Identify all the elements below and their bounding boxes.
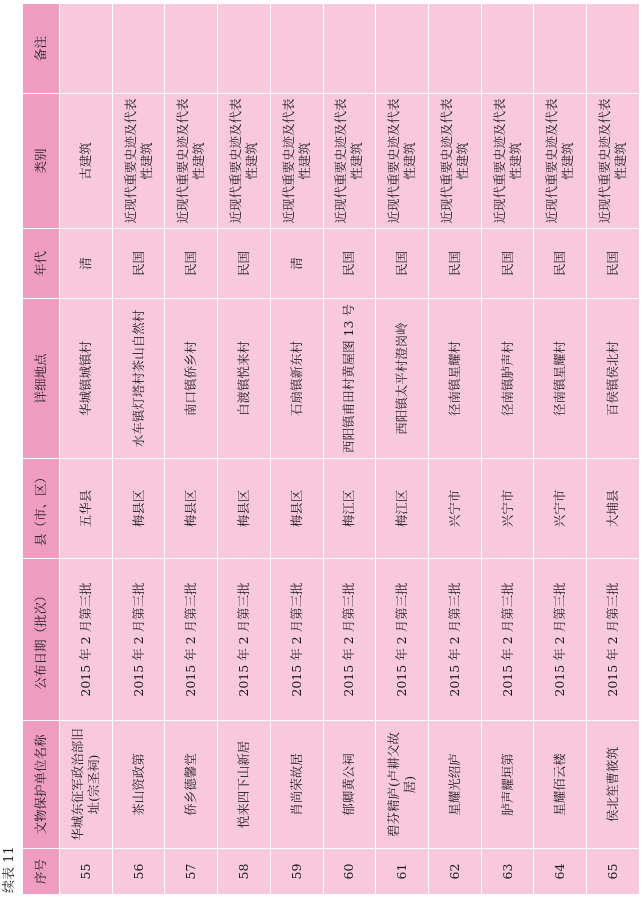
cell-category: 古建筑 [60, 94, 113, 229]
cell-name: 郁卿黄公祠 [323, 721, 376, 849]
cell-category: 近现代重要史迹及代表性建筑 [534, 94, 587, 229]
cell-no: 65 [587, 849, 640, 895]
cell-era: 民国 [112, 229, 165, 299]
cell-note [587, 4, 640, 94]
cell-name: 侯北笙曹筱筑 [587, 721, 640, 849]
cell-name: 胪声耀垣第 [481, 721, 534, 849]
cell-category: 近现代重要史迹及代表性建筑 [218, 94, 271, 229]
cell-county: 梅县区 [112, 459, 165, 559]
cell-county: 兴宁市 [534, 459, 587, 559]
cell-no: 59 [270, 849, 323, 895]
table-row [481, 4, 534, 895]
cell-category: 近现代重要史迹及代表性建筑 [165, 94, 218, 229]
cell-category: 近现代重要史迹及代表性建筑 [481, 94, 534, 229]
heritage-table [22, 3, 640, 895]
cell-county: 梅县区 [218, 459, 271, 559]
header-name: 文物保护单位名称 [23, 721, 60, 849]
table-caption: 续表 11 [2, 846, 17, 893]
cell-no: 56 [112, 849, 165, 895]
cell-place: 南口镇侨乡村 [165, 299, 218, 459]
cell-date: 2015 年 2 月第三批 [218, 559, 271, 721]
cell-name: 碧芬精庐(卢耕父故居) [376, 721, 429, 849]
header-category: 类别 [23, 94, 60, 229]
header-date: 公布日期（批次） [23, 559, 60, 721]
cell-era: 民国 [165, 229, 218, 299]
cell-era: 民国 [429, 229, 482, 299]
cell-name: 肖尚荣故居 [270, 721, 323, 849]
header-place: 详细地点 [23, 299, 60, 459]
cell-note [112, 4, 165, 94]
cell-no: 57 [165, 849, 218, 895]
cell-note [60, 4, 113, 94]
cell-no: 60 [323, 849, 376, 895]
cell-date: 2015 年 2 月第三批 [60, 559, 113, 721]
cell-note [376, 4, 429, 94]
cell-era: 民国 [481, 229, 534, 299]
cell-name: 侨乡德馨堂 [165, 721, 218, 849]
header-note: 备注 [23, 4, 60, 94]
cell-name: 华城东征军政治部旧址(宗圣祠) [60, 721, 113, 849]
cell-note [323, 4, 376, 94]
cell-era: 民国 [323, 229, 376, 299]
cell-county: 大埔县 [587, 459, 640, 559]
cell-name: 茶山资政第 [112, 721, 165, 849]
cell-date: 2015 年 2 月第三批 [270, 559, 323, 721]
table-row [165, 4, 218, 895]
cell-date: 2015 年 2 月第三批 [534, 559, 587, 721]
table-row [429, 4, 482, 895]
cell-no: 63 [481, 849, 534, 895]
cell-place: 水车镇灯塔村茶山自然村 [112, 299, 165, 459]
cell-date: 2015 年 2 月第三批 [481, 559, 534, 721]
table-row [376, 4, 429, 895]
cell-note [270, 4, 323, 94]
cell-category: 近现代重要史迹及代表性建筑 [112, 94, 165, 229]
table-row [534, 4, 587, 895]
cell-category: 近现代重要史迹及代表性建筑 [429, 94, 482, 229]
cell-county: 兴宁市 [481, 459, 534, 559]
header-county: 县（市、区） [23, 459, 60, 559]
cell-county: 兴宁市 [429, 459, 482, 559]
header-no: 序号 [23, 849, 60, 895]
header-era: 年代 [23, 229, 60, 299]
cell-era: 民国 [376, 229, 429, 299]
cell-place: 径南镇胪声村 [481, 299, 534, 459]
cell-name: 悦来四下山新居 [218, 721, 271, 849]
table-row [323, 4, 376, 895]
cell-category: 近现代重要史迹及代表性建筑 [270, 94, 323, 229]
cell-category: 近现代重要史迹及代表性建筑 [587, 94, 640, 229]
cell-county: 梅江区 [323, 459, 376, 559]
table-row [270, 4, 323, 895]
cell-no: 61 [376, 849, 429, 895]
cell-category: 近现代重要史迹及代表性建筑 [323, 94, 376, 229]
table-row [587, 4, 640, 895]
cell-place: 石扇镇新东村 [270, 299, 323, 459]
cell-note [218, 4, 271, 94]
cell-era: 民国 [587, 229, 640, 299]
table-row [218, 4, 271, 895]
cell-era: 清 [60, 229, 113, 299]
cell-name: 星耀光绍庐 [429, 721, 482, 849]
cell-place: 百侯镇侯北村 [587, 299, 640, 459]
cell-place: 西阳镇甫田村黄屋图 13 号 [323, 299, 376, 459]
cell-date: 2015 年 2 月第三批 [165, 559, 218, 721]
cell-place: 白渡镇悦来村 [218, 299, 271, 459]
cell-date: 2015 年 2 月第三批 [376, 559, 429, 721]
cell-note [165, 4, 218, 94]
cell-era: 民国 [534, 229, 587, 299]
cell-note [429, 4, 482, 94]
cell-date: 2015 年 2 月第三批 [323, 559, 376, 721]
cell-date: 2015 年 2 月第三批 [429, 559, 482, 721]
cell-county: 五华县 [60, 459, 113, 559]
cell-note [481, 4, 534, 94]
cell-no: 62 [429, 849, 482, 895]
cell-place: 径南镇星耀村 [429, 299, 482, 459]
cell-county: 梅县区 [165, 459, 218, 559]
cell-date: 2015 年 2 月第三批 [112, 559, 165, 721]
cell-place: 华城镇城镇村 [60, 299, 113, 459]
table-row [60, 4, 113, 895]
cell-no: 55 [60, 849, 113, 895]
cell-county: 梅江区 [376, 459, 429, 559]
header-row [23, 4, 60, 895]
cell-county: 梅县区 [270, 459, 323, 559]
cell-era: 清 [270, 229, 323, 299]
cell-place: 西阳镇太平村澄岗岭 [376, 299, 429, 459]
cell-place: 径南镇星耀村 [534, 299, 587, 459]
cell-era: 民国 [218, 229, 271, 299]
cell-name: 星耀佰云楼 [534, 721, 587, 849]
table-row [112, 4, 165, 895]
cell-no: 58 [218, 849, 271, 895]
cell-no: 64 [534, 849, 587, 895]
cell-note [534, 4, 587, 94]
cell-category: 近现代重要史迹及代表性建筑 [376, 94, 429, 229]
cell-date: 2015 年 2 月第三批 [587, 559, 640, 721]
